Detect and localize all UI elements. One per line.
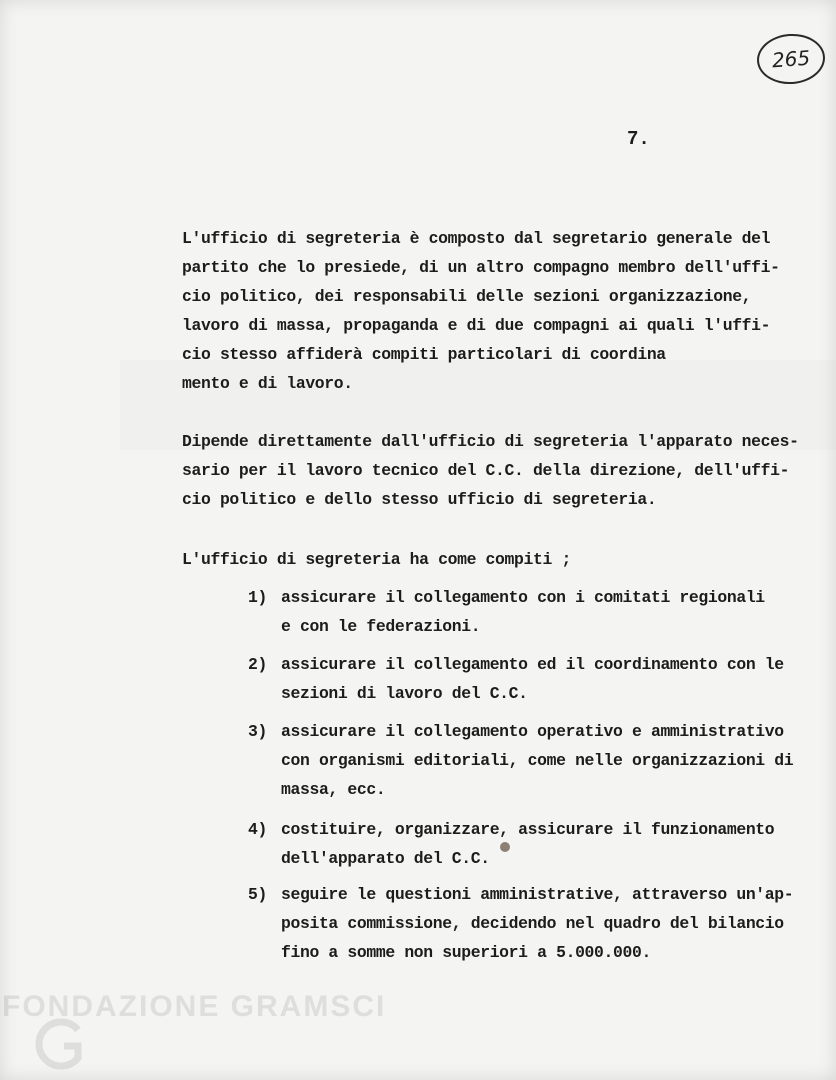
list-item-number: 1) xyxy=(248,588,267,607)
list-item-number: 5) xyxy=(248,885,267,904)
ink-spot xyxy=(500,842,510,852)
archive-number-stamp: 265 xyxy=(755,32,826,87)
list-item-number: 3) xyxy=(248,722,267,741)
list-item-number: 4) xyxy=(248,820,267,839)
list-item-text: assicurare il collegamento operativo e amministrativo con organismi editoriali, come nelle organizzazioni di massa, ecc. xyxy=(281,722,794,799)
list-item-text: assicurare il collegamento con i comitati regionali e con le federazioni. xyxy=(281,588,765,636)
list-item-text: costituire, organizzare, assicurare il funzionamento dell'apparato del C.C. xyxy=(281,820,775,868)
page-number: 7. xyxy=(627,128,650,150)
list-item-text: seguire le questioni amministrative, attraverso un'ap- posita commissione, decidendo nel quadro del bilancio fino a somme non superiori a 5.000.000. xyxy=(281,885,794,962)
list-item-number: 2) xyxy=(248,655,267,674)
paragraph-segreteria-composition: L'ufficio di segreteria è composto dal segretario generale del partito che lo presiede, di un altro compagno membro dell'uffi- cio politico, dei responsabili delle sezioni organizzazione, lavoro di massa, propaganda e di due compagni ai quali l'uffi- cio stesso affiderà compiti particolari di coordina mento e di lavoro. xyxy=(182,229,780,393)
archive-watermark: FONDAZIONE GRAMSCI xyxy=(2,990,387,1023)
list-item-text: assicurare il collegamento ed il coordinamento con le sezioni di lavoro del C.C. xyxy=(281,655,784,703)
paragraph-apparato: Dipende direttamente dall'ufficio di segreteria l'apparato neces- sario per il lavoro tecnico del C.C. della direzione, dell'uffi- cio politico e dello stesso ufficio di segreteria. xyxy=(182,432,799,509)
paragraph-compiti-intro: L'ufficio di segreteria ha come compiti ; xyxy=(182,550,571,569)
watermark-logo-icon xyxy=(30,1018,90,1070)
